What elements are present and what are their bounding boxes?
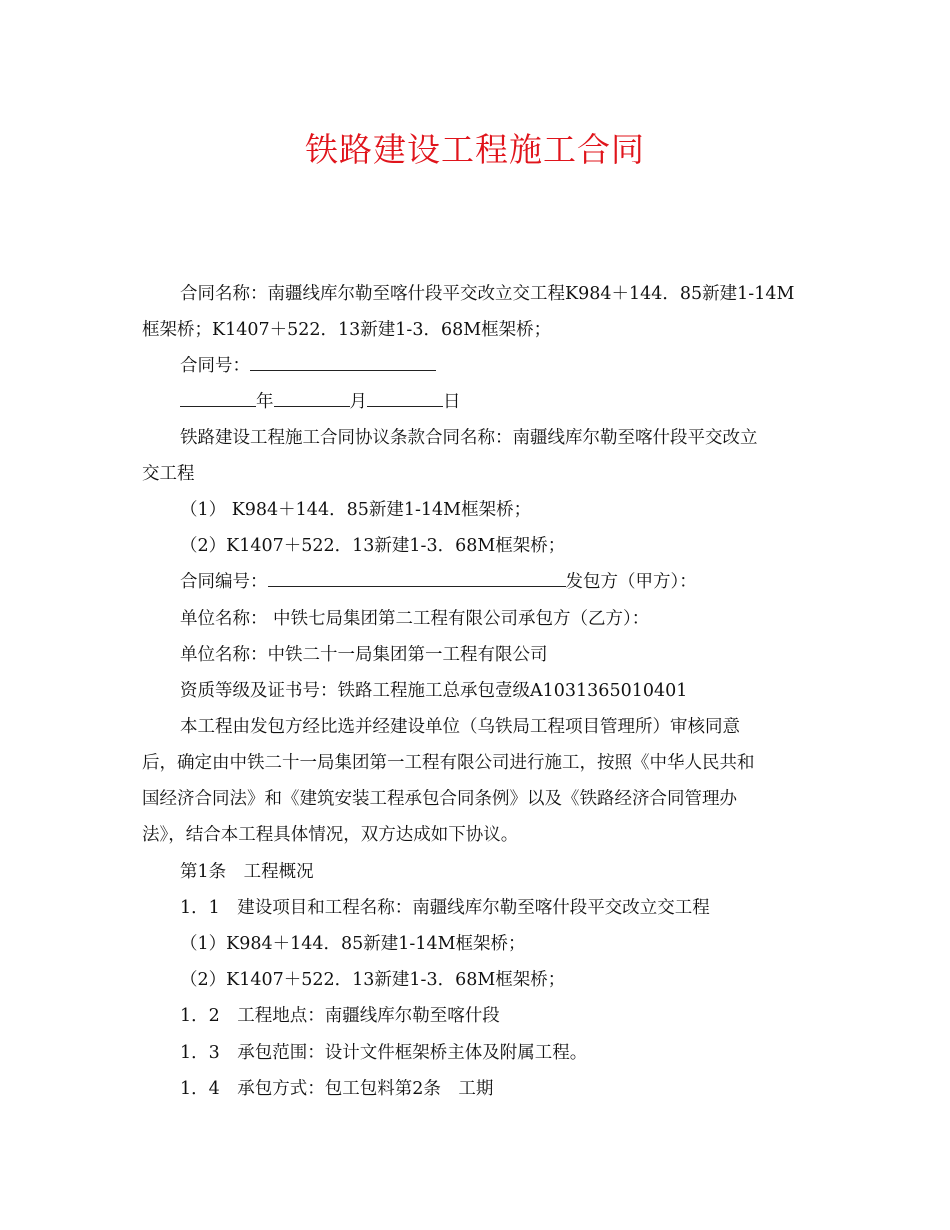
clause-1-1-item-1: （1）K984＋144．85新建1-14M框架桥； [180, 934, 526, 954]
agreement-terms-line: 铁路建设工程施工合同协议条款合同名称：南疆线库尔勒至喀什段平交改立 [180, 428, 758, 448]
item-2-line: （2）K1407＋522．13新建1-3．68M框架桥； [180, 536, 566, 556]
employer-unit-line: 单位名称： 中铁七局集团第二工程有限公司承包方（乙方）： [180, 609, 650, 629]
month-label: 月 [349, 392, 367, 412]
clause-1-4: 1．4 承包方式：包工包料第2条 工期 [180, 1079, 494, 1099]
clause-1-1-item-2: （2）K1407＋522．13新建1-3．68M框架桥； [180, 970, 566, 990]
contract-name-line: 合同名称：南疆线库尔勒至喀什段平交改立交工程K984＋144．85新建1-14M [180, 284, 795, 304]
qualification-line: 资质等级及证书号：铁路工程施工总承包壹级A1031365010401 [180, 681, 688, 701]
date-line [180, 390, 461, 414]
contract-number-line [180, 354, 436, 378]
paragraph-line-4: 法》，结合本工程具体情况，双方达成如下协议。 [142, 825, 519, 845]
contractor-unit-line: 单位名称：中铁二十一局集团第一工程有限公司 [180, 645, 548, 665]
contract-number-label: 合同号： [180, 356, 250, 376]
contract-name-line-cont: 框架桥；K1407＋522．13新建1-3．68M框架桥； [142, 320, 552, 340]
paragraph-line-2: 后，确定由中铁二十一局集团第一工程有限公司进行施工，按照《中华人民共和 [142, 753, 755, 773]
paragraph-line-3: 国经济合同法》和《建筑安装工程承包合同条例》以及《铁路经济合同管理办 [142, 789, 737, 809]
clause-1-1: 1．1 建设项目和工程名称：南疆线库尔勒至喀什段平交改立交工程 [180, 898, 710, 918]
contract-code-label: 合同编号： [180, 572, 268, 592]
day-label: 日 [443, 392, 461, 412]
contract-code-line [180, 570, 697, 594]
year-label: 年 [256, 392, 274, 412]
day-blank [367, 390, 443, 407]
contract-code-blank [268, 570, 566, 587]
item-1-line: （1） K984＋144．85新建1-14M框架桥； [180, 500, 532, 520]
month-blank [274, 390, 350, 407]
clause-1-3: 1．3 承包范围：设计文件框架桥主体及附属工程。 [180, 1043, 588, 1063]
year-blank [180, 390, 256, 407]
agreement-terms-line-cont: 交工程 [142, 464, 195, 484]
contract-number-blank [250, 354, 436, 371]
clause-1-2: 1．2 工程地点：南疆线库尔勒至喀什段 [180, 1006, 500, 1026]
article-1-heading: 第1条 工程概况 [180, 862, 314, 882]
document-title: 铁路建设工程施工合同 [305, 130, 645, 169]
paragraph-line-1: 本工程由发包方经比选并经建设单位（乌铁局工程项目管理所）审核同意 [180, 717, 740, 737]
employer-label: 发包方（甲方）： [565, 572, 697, 592]
